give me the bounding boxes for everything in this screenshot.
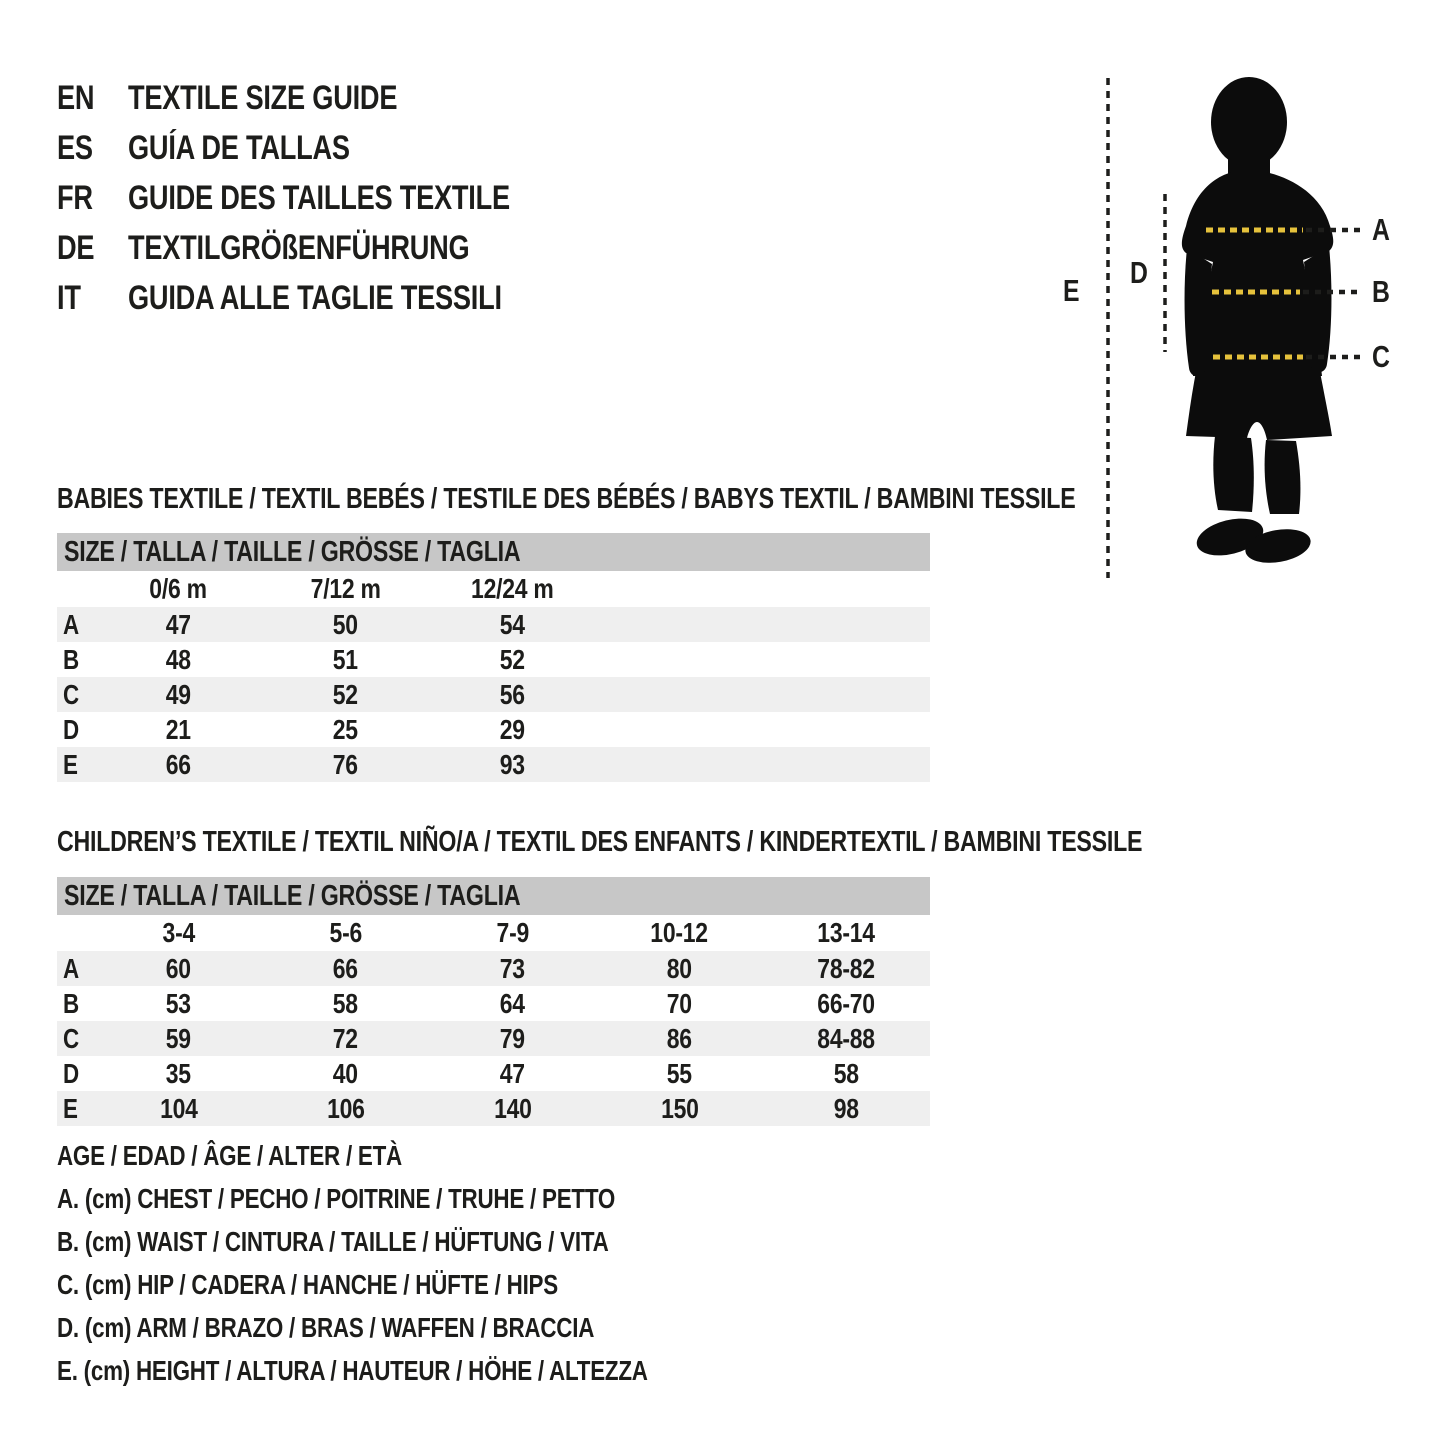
cell-value: 40 [332, 1057, 359, 1089]
cell-value: 70 [666, 987, 693, 1019]
language-code: FR [57, 179, 93, 217]
table-row [57, 712, 930, 747]
language-code: DE [57, 229, 95, 267]
language-code: ES [57, 129, 93, 167]
table-row [57, 1091, 930, 1126]
column-header: 12/24 m [471, 573, 554, 604]
measure-label-c: C [1372, 339, 1390, 374]
legend-line-height: E. (cm) HEIGHT / ALTURA / HAUTEUR / HÖHE / ALTEZZA [57, 1355, 648, 1386]
table-row [57, 607, 930, 642]
language-code: IT [57, 279, 81, 317]
cell-value: 48 [165, 643, 192, 675]
babies-section-title: BABIES TEXTILE / TEXTIL BEBÉS / TESTILE DES BÉBÉS / BABYS TEXTIL / BAMBINI TESSILE [57, 483, 1076, 515]
table-row [57, 677, 930, 712]
cell-value: 54 [499, 608, 526, 640]
cell-value: 29 [499, 713, 526, 745]
cell-value: 150 [660, 1092, 699, 1124]
cell-value: 64 [499, 987, 526, 1019]
legend-line-waist: B. (cm) WAIST / CINTURA / TAILLE / HÜFTUNG / VITA [57, 1226, 609, 1257]
cell-value: 80 [666, 952, 693, 984]
cell-value: 93 [499, 748, 526, 780]
language-row-de [57, 223, 605, 273]
children-section-title: CHILDREN’S TEXTILE / TEXTIL NIÑO/A / TEXTIL DES ENFANTS / KINDERTEXTIL / BAMBINI TESSILE [57, 826, 1143, 858]
measurement-legend [57, 1134, 795, 1392]
children-column-header-row [57, 915, 930, 951]
legend-line-age: AGE / EDAD / ÂGE / ALTER / ETÀ [57, 1140, 402, 1171]
cell-value: 84-88 [817, 1022, 876, 1054]
children-size-header-bar: SIZE / TALLA / TAILLE / GRÖSSE / TAGLIA [57, 877, 930, 915]
language-row-fr [57, 173, 605, 223]
babies-size-header-bar: SIZE / TALLA / TAILLE / GRÖSSE / TAGLIA [57, 533, 930, 571]
babies-table [57, 607, 930, 782]
cell-value: 56 [499, 678, 526, 710]
language-header [57, 73, 605, 323]
cell-value: 60 [165, 952, 192, 984]
table-row [57, 642, 930, 677]
row-label: C [63, 1022, 79, 1054]
guide-title: GUIDE DES TAILLES TEXTILE [128, 179, 510, 217]
cell-value: 52 [332, 678, 359, 710]
guide-title: GUÍA DE TALLAS [128, 129, 350, 167]
cell-value: 21 [165, 713, 192, 745]
cell-value: 78-82 [817, 952, 876, 984]
table-row [57, 951, 930, 986]
cell-value: 55 [666, 1057, 693, 1089]
cell-value: 52 [499, 643, 526, 675]
row-label: D [63, 713, 79, 745]
legend-line-chest: A. (cm) CHEST / PECHO / POITRINE / TRUHE / PETTO [57, 1183, 616, 1214]
row-label: E [63, 748, 78, 780]
column-header: 0/6 m [149, 573, 208, 604]
legend-line-arm: D. (cm) ARM / BRAZO / BRAS / WAFFEN / BRACCIA [57, 1312, 595, 1343]
cell-value: 79 [499, 1022, 526, 1054]
guide-title: GUIDA ALLE TAGLIE TESSILI [128, 279, 502, 317]
column-header: 7-9 [496, 917, 529, 948]
language-row-es [57, 123, 605, 173]
legend-line-hip: C. (cm) HIP / CADERA / HANCHE / HÜFTE / HIPS [57, 1269, 558, 1300]
row-label: D [63, 1057, 79, 1089]
guide-title: TEXTILE SIZE GUIDE [128, 79, 398, 117]
measure-label-e: E [1063, 273, 1080, 308]
column-header: 10-12 [650, 917, 709, 948]
table-row [57, 1056, 930, 1091]
cell-value: 86 [666, 1022, 693, 1054]
cell-value: 104 [159, 1092, 198, 1124]
cell-value: 66 [332, 952, 359, 984]
children-table [57, 951, 930, 1126]
column-header: 3-4 [162, 917, 195, 948]
measure-label-d: D [1130, 255, 1148, 290]
cell-value: 106 [326, 1092, 365, 1124]
cell-value: 49 [165, 678, 192, 710]
cell-value: 25 [332, 713, 359, 745]
cell-value: 73 [499, 952, 526, 984]
cell-value: 51 [332, 643, 359, 675]
row-label: C [63, 678, 79, 710]
column-header: 5-6 [329, 917, 362, 948]
cell-value: 35 [165, 1057, 192, 1089]
column-header: 7/12 m [310, 573, 381, 604]
cell-value: 47 [165, 608, 192, 640]
guide-title: TEXTILGRÖßENFÜHRUNG [128, 229, 470, 267]
table-row [57, 1021, 930, 1056]
table-row [57, 747, 930, 782]
measure-label-a: A [1372, 212, 1390, 247]
language-code: EN [57, 79, 95, 117]
cell-value: 140 [493, 1092, 532, 1124]
language-row-en [57, 73, 605, 123]
cell-value: 66-70 [817, 987, 876, 1019]
cell-value: 59 [165, 1022, 192, 1054]
column-header: 13-14 [817, 917, 876, 948]
cell-value: 66 [165, 748, 192, 780]
cell-value: 50 [332, 608, 359, 640]
row-label: B [63, 643, 79, 675]
row-label: A [63, 952, 79, 984]
row-label: E [63, 1092, 78, 1124]
row-label: A [63, 608, 79, 640]
cell-value: 98 [833, 1092, 860, 1124]
cell-value: 72 [332, 1022, 359, 1054]
measure-label-b: B [1372, 274, 1390, 309]
language-row-it [57, 273, 605, 323]
table-row [57, 986, 930, 1021]
babies-column-header-row [57, 571, 930, 607]
cell-value: 53 [165, 987, 192, 1019]
row-label: B [63, 987, 79, 1019]
cell-value: 76 [332, 748, 359, 780]
cell-value: 58 [332, 987, 359, 1019]
cell-value: 58 [833, 1057, 860, 1089]
cell-value: 47 [499, 1057, 526, 1089]
